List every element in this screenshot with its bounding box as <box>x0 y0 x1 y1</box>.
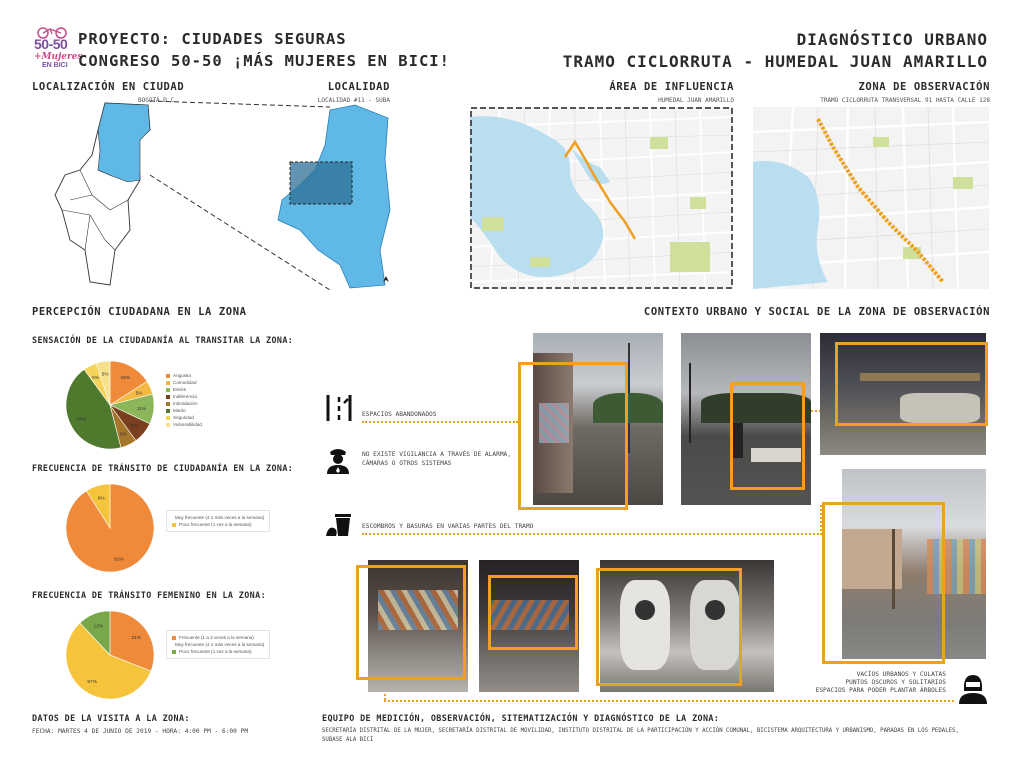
locality-subtitle: LOCALIDAD #11 - SUBA <box>317 97 390 104</box>
legend-label: Poco frecuente (1 vez a la semana) <box>179 649 252 654</box>
legend-label: Seguridad <box>173 415 194 420</box>
pie-data-label-3: 11% <box>136 406 147 412</box>
frame-graffiti-tunnel-1 <box>356 565 466 680</box>
no-surveillance-label-2: CÁMARAS O OTROS SISTEMAS <box>362 460 452 467</box>
pie-data-label-1: 91% <box>114 557 124 563</box>
influence-title: ÁREA DE INFLUENCIA <box>609 81 734 93</box>
pie-data-label-5: 6% <box>120 432 127 438</box>
map-connector-lines <box>140 95 480 295</box>
abandoned-spaces-label: ESPACIOS ABANDONADOS <box>362 411 437 418</box>
legend-entry-5 <box>166 400 202 407</box>
legend-entry-6 <box>166 407 202 414</box>
legend-entry-7 <box>166 414 202 421</box>
legend-swatch <box>166 395 170 399</box>
city-location-title: LOCALIZACIÓN EN CIUDAD <box>32 81 185 93</box>
observation-title: ZONA DE OBSERVACIÓN <box>858 81 990 93</box>
sensation-title: SENSACIÓN DE LA CIUDADANÍA AL TRANSITAR LA ZONA: <box>32 335 294 345</box>
influence-subtitle: HUMEDAL JUAN AMARILLO <box>658 97 734 104</box>
project-title-line2: CONGRESO 50-50 ¡MÁS MUJERES EN BICI! <box>78 52 450 70</box>
police-officer-icon <box>322 444 354 476</box>
legend-label: Vulnerabilidad <box>173 422 202 427</box>
logo-line2: +Mujeres <box>34 52 83 62</box>
legend-entry-3 <box>172 648 264 655</box>
legend-swatch <box>172 636 176 640</box>
team-title: EQUIPO DE MEDICIÓN, OBSERVACIÓN, SITEMATIZACIÓN Y DIAGNÓSTICO DE LA ZONA: <box>322 713 720 723</box>
legend-entry-8 <box>166 421 202 428</box>
road-abandoned-icon <box>324 393 354 423</box>
legend-label: Frecuente (1 a 3 veces a la semana) <box>179 635 254 640</box>
city-location-subtitle: BOGOTÁ D.C. <box>138 97 178 104</box>
legend-swatch <box>166 381 170 385</box>
context-title: CONTEXTO URBANO Y SOCIAL DE LA ZONA DE OBSERVACIÓN <box>643 306 990 318</box>
logo-line3: EN BICI <box>42 62 68 69</box>
legend-swatch <box>172 650 176 654</box>
legend-label: Angustia <box>173 373 191 378</box>
pie-data-label-2: 5% <box>135 391 143 397</box>
pie-data-label-7: 5% <box>92 375 100 381</box>
frame-vacant-lot <box>822 502 945 664</box>
observation-map <box>753 107 989 289</box>
debris-label: ESCOMBROS Y BASURAS EN VARIAS PARTES DEL TRAMO <box>362 523 534 530</box>
diagnosis-title-line1: DIAGNÓSTICO URBANO <box>796 30 988 49</box>
legend-swatch <box>172 523 176 527</box>
frame-graffiti-tunnel-2 <box>488 575 578 650</box>
legend-entry-2 <box>172 521 264 528</box>
visit-data-title: DATOS DE LA VISITA A LA ZONA: <box>32 713 190 723</box>
diagnosis-title-line2: TRAMO CICLORRUTA - HUMEDAL JUAN AMARILLO <box>562 52 988 71</box>
legend-swatch <box>166 416 170 420</box>
legend-swatch <box>166 402 170 406</box>
team-text-line2: SUBASE ALA BICI <box>322 737 374 743</box>
legend-label: Intimidación <box>173 401 198 406</box>
urban-voids-label-1: VACÍOS URBANOS Y CULATAS <box>856 671 946 678</box>
visit-data-text: FECHA: MARTES 4 DE JUNIO DE 2019 - HORA: 4:00 PM - 6:00 PM <box>32 728 249 735</box>
legend-label: Comodidad <box>173 380 197 385</box>
legend-label: Estrés <box>173 387 187 392</box>
pie-data-label-1: 16% <box>120 376 131 382</box>
pie-data-label-4: 8% <box>130 424 138 430</box>
hooded-figure-icon <box>956 673 990 705</box>
sensation-legend <box>166 372 202 428</box>
connector-abandoned <box>362 421 518 423</box>
legend-swatch <box>166 388 170 392</box>
pie-data-label-3: 12% <box>93 624 104 630</box>
female-frequency-title: FRECUENCIA DE TRÁNSITO FEMENINO EN LA ZONA: <box>32 590 267 600</box>
urban-voids-label-2: PUNTOS OSCUROS Y SOLITARIOS <box>845 679 946 686</box>
perception-title: PERCEPCIÓN CIUDADANA EN LA ZONA <box>32 306 247 318</box>
legend-entry-1 <box>166 372 202 379</box>
legend-entry-3 <box>166 386 202 393</box>
trash-bin-icon <box>324 508 354 538</box>
female-frequency-pie-chart <box>60 605 170 705</box>
pie-data-label-8: 5% <box>101 372 109 378</box>
locality-title: LOCALIDAD <box>327 81 390 93</box>
legend-entry-2 <box>172 641 264 648</box>
sensation-pie-chart <box>60 355 170 455</box>
frame-graffiti-mural <box>596 568 742 686</box>
influence-map <box>470 107 733 289</box>
logo-line1: 50-50 <box>34 36 68 52</box>
frame-night-rubble <box>835 342 988 426</box>
no-surveillance-label-1: NO EXISTE VIGILANCIA A TRAVÉS DE ALARMA, <box>362 451 512 458</box>
pie-data-label-1: 31% <box>131 636 142 642</box>
legend-entry-1 <box>172 634 264 641</box>
urban-voids-label-3: ESPACIOS PARA PODER PLANTAR ÁRBOLES <box>815 687 946 694</box>
frame-abandoned-wall <box>518 362 628 510</box>
pie-data-label-2: 9% <box>97 496 105 502</box>
legend-swatch <box>166 423 170 427</box>
legend-label: Poco frecuente (1 vez a la semana) <box>179 522 252 527</box>
pie-data-label-6: 44% <box>76 417 87 423</box>
observation-subtitle: TRAMO CICLORRUTA TRANSVERSAL 91 HASTA CALLE 128 <box>820 97 990 104</box>
legend-swatch <box>166 374 170 378</box>
legend-entry-4 <box>166 393 202 400</box>
pie-data-label-2: 57% <box>87 680 97 686</box>
frequency-pie-chart <box>60 478 170 578</box>
legend-label: Muy frecuente (4 o más veces a la semana) <box>175 515 265 520</box>
legend-label: Muy frecuente (4 o más veces a la semana) <box>175 642 265 647</box>
frequency-title: FRECUENCIA DE TRÁNSITO DE CIUDADANÍA EN LA ZONA: <box>32 463 294 473</box>
legend-entry-1 <box>172 514 264 521</box>
legend-label: Indiferencia <box>173 394 197 399</box>
legend-swatch <box>166 409 170 413</box>
frame-cyclist-debris <box>730 382 805 490</box>
legend-entry-2 <box>166 379 202 386</box>
logo <box>30 26 83 72</box>
project-title-line1: PROYECTO: CIUDADES SEGURAS <box>78 30 347 48</box>
connector-bottom <box>384 700 954 702</box>
connector-debris <box>362 533 822 535</box>
legend-label: Miedo <box>173 408 186 413</box>
team-text-line1: SECRETARÍA DISTRITAL DE LA MUJER, SECRETARÍA DISTRITAL DE MOVILIDAD, INSTITUTO DISTRITAL DE LA PARTICIPACIÓN Y ACCIÓN COMUNAL, BICISTEMA ARQUITECTURA Y URBANISMO, PARADAS EN LOS PEDALES, <box>322 728 959 734</box>
frequency-legend <box>166 510 270 532</box>
female-frequency-legend <box>166 630 270 659</box>
